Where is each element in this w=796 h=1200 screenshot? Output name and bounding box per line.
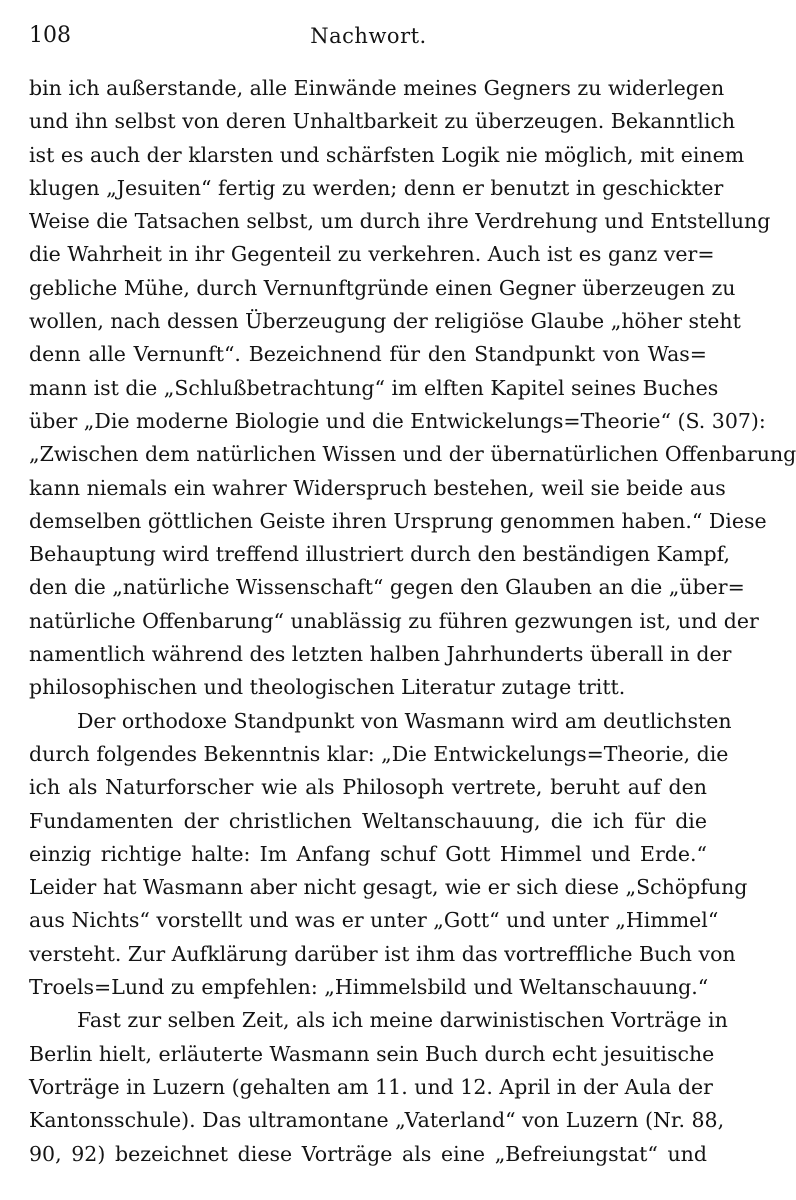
text-line: klugen „Jesuiten“ fertig zu werden; denn er benutzt in geschickter [29,175,724,200]
paragraph-first-line: Fast zur selben Zeit, als ich meine darwinistischen Vorträge in [77,1008,728,1033]
text-line: einzig richtige halte: Im Anfang schuf Gott Himmel und Erde.“ [29,841,707,866]
text-line: die Wahrheit in ihr Gegenteil zu verkehren. Auch ist es ganz ver= [29,242,715,267]
text-line: aus Nichts“ vorstellt und was er unter „Gott“ und unter „Himmel“ [29,908,719,933]
text-line: mann ist die „Schlußbetrachtung“ im elften Kapitel seines Buches [29,375,719,400]
text-line: gebliche Mühe, durch Vernunftgründe einen Gegner überzeugen zu [29,275,736,300]
body-text [29,72,796,1171]
text-line: „Zwischen dem natürlichen Wissen und der übernatürlichen Offenbarung [29,442,796,467]
text-line: ist es auch der klarsten und schärfsten Logik nie möglich, mit einem [29,142,745,167]
text-line: 90, 92) bezeichnet diese Vorträge als eine „Befreiungstat“ und [29,1141,707,1166]
text-line: Fundamenten der christlichen Weltanschauung, die ich für die [29,808,707,833]
text-line: wollen, nach dessen Überzeugung der religiöse Glaube „höher steht [29,309,741,334]
page-number: 108 [29,23,71,48]
text-line: demselben göttlichen Geiste ihren Ursprung genommen haben.“ Diese [29,508,767,533]
text-line: natürliche Offenbarung“ unablässig zu führen gezwungen ist, und der [29,608,759,633]
running-head: Nachwort. [310,24,427,48]
text-line: Leider hat Wasmann aber nicht gesagt, wie er sich diese „Schöpfung [29,875,748,900]
text-line: denn alle Vernunft“. Bezeichnend für den Standpunkt von Was= [29,342,707,367]
text-line: ich als Naturforscher wie als Philosoph vertrete, beruht auf den [29,775,707,800]
text-line: kann niemals ein wahrer Widerspruch bestehen, weil sie beide aus [29,475,726,500]
paragraph-last-line: philosophischen und theologischen Literatur zutage tritt. [29,675,626,700]
text-line: den die „natürliche Wissenschaft“ gegen den Glauben an die „über= [29,575,745,600]
paragraph-last-line: Troels=Lund zu empfehlen: „Himmelsbild und Weltanschauung.“ [29,975,709,1000]
text-line: Weise die Tatsachen selbst, um durch ihre Verdrehung und Entstellung [29,209,771,234]
text-line: Vorträge in Luzern (gehalten am 11. und 12. April in der Aula der [29,1074,713,1099]
paragraph-first-line: Der orthodoxe Standpunkt von Wasmann wird am deutlichsten [77,708,732,733]
text-line: über „Die moderne Biologie und die Entwickelungs=Theorie“ (S. 307): [29,408,766,433]
text-line: und ihn selbst von deren Unhaltbarkeit zu überzeugen. Bekanntlich [29,109,736,134]
text-line: Berlin hielt, erläuterte Wasmann sein Buch durch echt jesuitische [29,1041,715,1066]
text-line: Behauptung wird treffend illustriert durch den beständigen Kampf, [29,542,731,567]
text-line: namentlich während des letzten halben Jahrhunderts überall in der [29,642,732,667]
page-header [29,20,708,52]
text-line: durch folgendes Bekenntnis klar: „Die Entwickelungs=Theorie, die [29,741,729,766]
text-line: versteht. Zur Aufklärung darüber ist ihm das vortreffliche Buch von [29,941,736,966]
text-line: Kantonsschule). Das ultramontane „Vaterland“ von Luzern (Nr. 88, [29,1108,725,1133]
text-line: bin ich außerstande, alle Einwände meines Gegners zu widerlegen [29,76,725,100]
